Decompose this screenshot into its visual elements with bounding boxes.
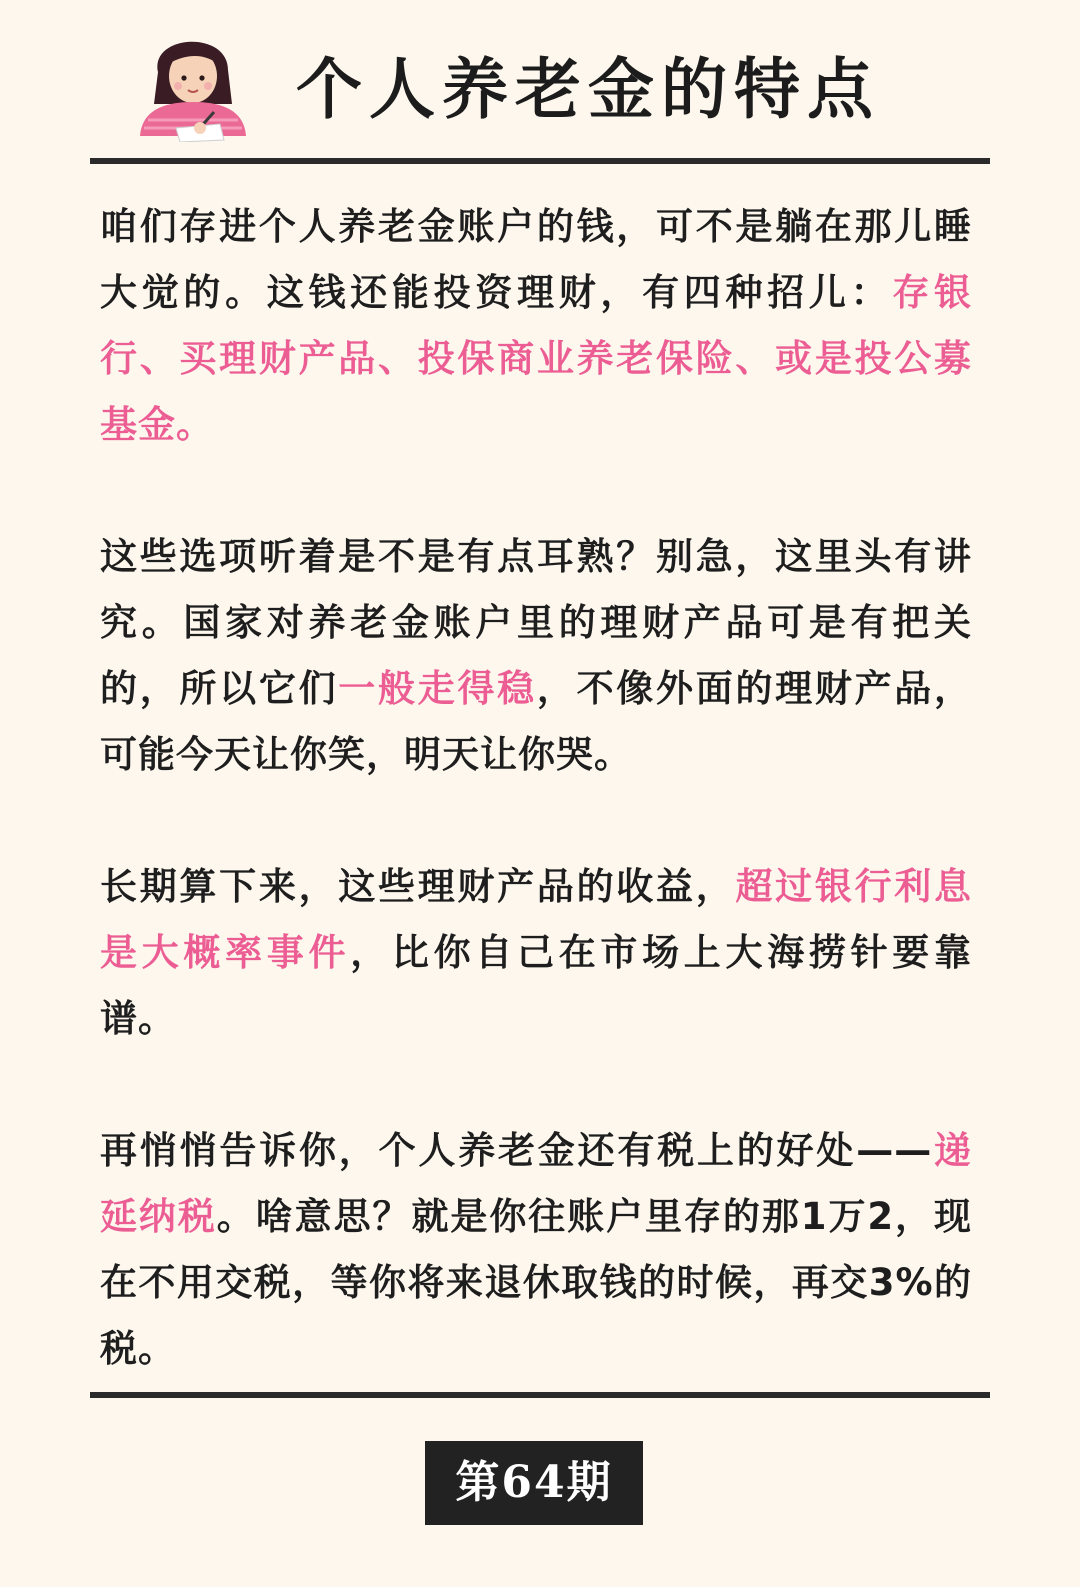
highlight-text: 存银行、买理财产品、投保商业养老保险、或是投公募基金。: [100, 271, 973, 446]
article-body: [100, 194, 972, 1448]
highlight-text: 一般走得稳: [338, 667, 537, 710]
highlight-text: 递延纳税: [100, 1129, 973, 1238]
issue-badge: 第64期: [425, 1441, 643, 1525]
paragraph-2: [100, 524, 972, 788]
bottom-divider: [90, 1392, 990, 1398]
body-text: 再悄悄告诉你，个人养老金还有税上的好处——: [100, 1129, 933, 1172]
page-title: 个人养老金的特点: [296, 51, 880, 128]
body-text: 。啥意思？就是你往账户里存的那1万2，现在不用交税，等你将来退休取钱的时候，再交3%的税。: [100, 1195, 972, 1370]
girl-writing-icon: [128, 24, 258, 142]
paragraph-4: [100, 1118, 972, 1382]
body-text: 这些选项听着是不是有点耳熟？别急，这里头有讲究。国家对养老金账户里的理财产品可是有把关的，所以它们: [100, 535, 972, 710]
paragraph-1: [100, 194, 972, 458]
header: [0, 0, 1080, 160]
top-divider: [90, 158, 990, 164]
body-text: 咱们存进个人养老金账户的钱，可不是躺在那儿睡大觉的。这钱还能投资理财，有四种招儿：: [100, 205, 972, 314]
body-text: ，不像外面的理财产品，可能今天让你笑，明天让你哭。: [100, 667, 973, 776]
paragraph-3: [100, 854, 972, 1052]
highlight-text: 超过银行利息是大概率事件: [100, 865, 973, 974]
body-text: ，比你自己在市场上大海捞针要靠谱。: [100, 931, 973, 1040]
body-text: 长期算下来，这些理财产品的收益，: [100, 865, 736, 908]
